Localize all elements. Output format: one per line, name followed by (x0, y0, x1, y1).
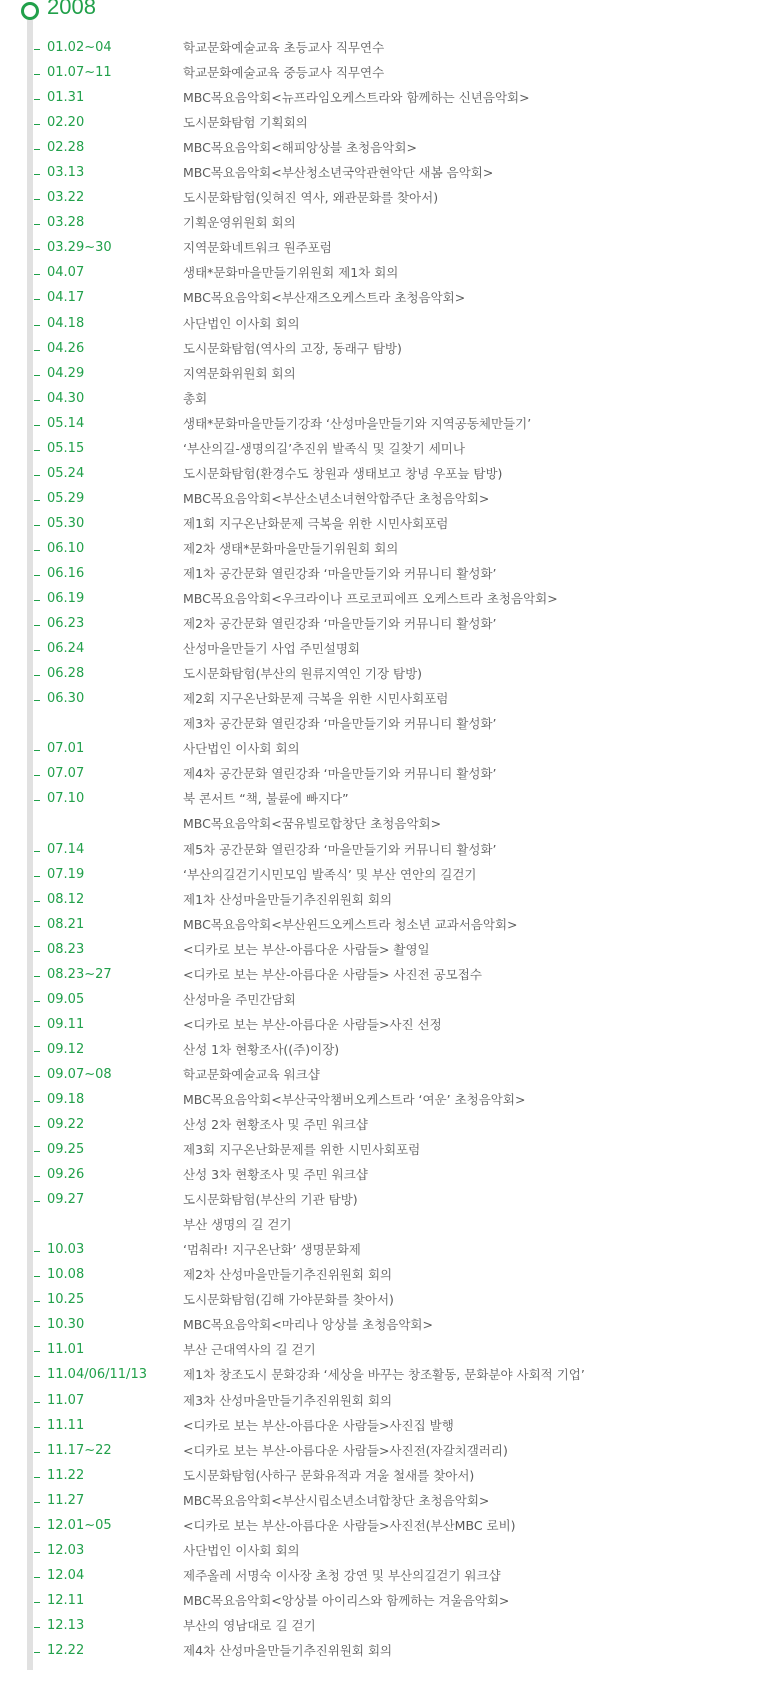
entry-text: 도시문화탐험(부산의 원류지역인 기장 탐방) (183, 666, 423, 682)
dash-icon (34, 1251, 40, 1252)
entry-date: 10.25 (47, 1292, 85, 1308)
timeline-entry (0, 1289, 760, 1314)
entry-text: 산성마을만들기 사업 주민설명회 (183, 641, 360, 657)
timeline-entry (0, 813, 760, 838)
entry-text: 제3차 산성마을만들기추진위원회 회의 (183, 1392, 393, 1408)
dash-icon (34, 650, 40, 651)
dash-icon (34, 926, 40, 927)
entry-date: 04.07 (47, 265, 85, 281)
entry-text: MBC목요음악회<부산소년소녀현악합주단 초청음악회> (183, 490, 490, 506)
timeline-entry (0, 889, 760, 914)
entry-text: 제4차 산성마을만들기추진위원회 회의 (183, 1643, 393, 1658)
dash-icon (34, 1527, 40, 1528)
entry-text: 학교문화예술교육 초등교사 직무연수 (183, 40, 385, 55)
entry-text: MBC목요음악회<뉴프라임오케스트라와 함께하는 신년음악회> (183, 90, 530, 106)
entry-text: <디카로 보는 부산-아름다운 사람들>사진 선정 (183, 1016, 442, 1032)
timeline-entry (0, 212, 760, 237)
timeline-entry (0, 688, 760, 713)
entry-date: 05.29 (47, 490, 85, 506)
timeline-entry (0, 1390, 760, 1415)
entry-date: 11.17~22 (47, 1442, 112, 1458)
dash-icon (34, 976, 40, 977)
entry-text: MBC목요음악회<꿈유빌로합창단 초청음악회> (183, 816, 442, 832)
entry-text: <디카로 보는 부산-아름다운 사람들>사진집 발행 (183, 1417, 454, 1433)
entry-text: ‘부산의길걷기시민모임 발족식’ 및 부산 연안의 길걷기 (183, 866, 477, 882)
entry-date: 04.18 (47, 315, 85, 331)
timeline-entry (0, 313, 760, 338)
dash-icon (34, 575, 40, 576)
entry-date: 06.24 (47, 641, 85, 657)
timeline-entry (0, 1565, 760, 1590)
entry-text: 북 콘서트 “책, 불륜에 빠지다” (183, 791, 349, 807)
entry-text: ‘멈춰라! 지구온난화’ 생명문화제 (183, 1242, 361, 1258)
timeline-entry (0, 287, 760, 312)
timeline-entry (0, 663, 760, 688)
timeline-entry (0, 112, 760, 137)
entry-date: 06.19 (47, 591, 85, 607)
entry-text: 지역문화위원회 회의 (183, 365, 296, 381)
entry-date: 02.28 (47, 140, 85, 156)
dash-icon (34, 1201, 40, 1202)
entry-text: 제1회 지구온난화문제 극복을 위한 시민사회포럼 (183, 515, 449, 531)
timeline-entry (0, 563, 760, 588)
entry-text: MBC목요음악회<부산재즈오케스트라 초청음악회> (183, 290, 466, 306)
entry-date: 08.23 (47, 941, 85, 957)
timeline-entry (0, 1465, 760, 1490)
dash-icon (34, 750, 40, 751)
timeline-entry (0, 1590, 760, 1615)
entry-text: 사단법인 이사회 회의 (183, 1542, 300, 1558)
dash-icon (34, 299, 40, 300)
dash-icon (34, 1627, 40, 1628)
entry-date: 03.22 (47, 190, 85, 206)
timeline-entry (0, 989, 760, 1014)
entry-date: 08.21 (47, 916, 85, 932)
entry-list (0, 37, 760, 1665)
timeline-entry (0, 1314, 760, 1339)
entry-text: 제주올레 서명숙 이사장 초청 강연 및 부산의길걷기 워크샵 (183, 1567, 501, 1583)
dash-icon (34, 1151, 40, 1152)
dash-icon (34, 1577, 40, 1578)
entry-date: 03.29~30 (47, 240, 112, 256)
entry-date: 09.18 (47, 1091, 85, 1107)
entry-text: 부산 생명의 길 걷기 (183, 1217, 292, 1233)
dash-icon (34, 1351, 40, 1352)
dash-icon (34, 851, 40, 852)
entry-date: 09.25 (47, 1142, 85, 1158)
dash-icon (34, 400, 40, 401)
entry-text: 산성 3차 현황조사 및 주민 워크샵 (183, 1167, 368, 1183)
dash-icon (34, 1427, 40, 1428)
timeline-entry (0, 588, 760, 613)
entry-date: 08.23~27 (47, 966, 112, 982)
entry-text: MBC목요음악회<앙상블 아이리스와 함께하는 겨울음악회> (183, 1592, 510, 1608)
entry-text: MBC목요음악회<부산시립소년소녀합창단 초청음악회> (183, 1492, 490, 1508)
entry-date: 08.12 (47, 891, 85, 907)
entry-date: 09.11 (47, 1016, 85, 1032)
dash-icon (34, 1452, 40, 1453)
timeline-entry (0, 1214, 760, 1239)
entry-date: 07.10 (47, 791, 85, 807)
timeline-entry (0, 1139, 760, 1164)
dash-icon (34, 1126, 40, 1127)
entry-text: 사단법인 이사회 회의 (183, 741, 300, 757)
entry-text: 도시문화탐험(김해 가야문화를 찾아서) (183, 1292, 394, 1308)
entry-text: 사단법인 이사회 회의 (183, 315, 300, 331)
entry-date: 03.13 (47, 165, 85, 181)
dash-icon (34, 600, 40, 601)
entry-date: 09.12 (47, 1041, 85, 1057)
entry-text: 제4차 공간문화 열린강좌 ‘마을만들기와 커뮤니티 활성화’ (183, 766, 497, 782)
entry-text: 부산의 영남대로 길 걷기 (183, 1617, 316, 1633)
entry-text: 제2차 공간문화 열린강좌 ‘마을만들기와 커뮤니티 활성화’ (183, 616, 497, 632)
entry-date: 11.01 (47, 1342, 85, 1358)
entry-date: 05.14 (47, 415, 85, 431)
entry-date: 10.03 (47, 1242, 85, 1258)
timeline-entry (0, 864, 760, 889)
timeline-entry (0, 137, 760, 162)
dash-icon (34, 249, 40, 250)
dash-icon (34, 1001, 40, 1002)
entry-text: 도시문화탐험(사하구 문화유적과 겨울 철새를 찾아서) (183, 1467, 475, 1483)
entry-date: 10.30 (47, 1317, 85, 1333)
timeline-entry (0, 187, 760, 212)
entry-text: 도시문화탐험(환경수도 창원과 생태보고 창녕 우포늪 탐방) (183, 465, 503, 481)
timeline-entry (0, 914, 760, 939)
entry-date: 11.11 (47, 1417, 85, 1433)
dash-icon (34, 675, 40, 676)
dash-icon (34, 224, 40, 225)
dash-icon (34, 1652, 40, 1653)
entry-date: 04.29 (47, 365, 85, 381)
entry-date: 05.24 (47, 465, 85, 481)
dash-icon (34, 775, 40, 776)
entry-date: 03.28 (47, 215, 85, 231)
timeline-entry (0, 638, 760, 663)
entry-date: 01.31 (47, 90, 85, 106)
entry-date: 10.08 (47, 1267, 85, 1283)
dash-icon (34, 951, 40, 952)
entry-date: 06.10 (47, 540, 85, 556)
entry-text: 제1차 산성마을만들기추진위원회 회의 (183, 891, 393, 907)
entry-text: MBC목요음악회<해피앙상블 초청음악회> (183, 140, 417, 156)
timeline-entry (0, 1415, 760, 1440)
timeline-entry (0, 538, 760, 563)
entry-date: 01.02~04 (47, 40, 112, 55)
dash-icon (34, 49, 40, 50)
entry-text: 기획운영위원회 회의 (183, 215, 296, 231)
dash-icon (34, 1101, 40, 1102)
timeline-entry (0, 713, 760, 738)
dash-icon (34, 1376, 40, 1377)
timeline-entry (0, 1264, 760, 1289)
entry-date: 12.03 (47, 1542, 85, 1558)
dash-icon (34, 99, 40, 100)
timeline-entry (0, 262, 760, 287)
entry-date: 12.22 (47, 1643, 85, 1658)
entry-text: 제1차 창조도시 문화강좌 ‘세상을 바꾸는 창조활동, 문화분야 사회적 기업’ (183, 1367, 585, 1383)
dash-icon (34, 274, 40, 275)
timeline-entry (0, 488, 760, 513)
entry-text: 도시문화탐험(부산의 기관 탐방) (183, 1192, 358, 1208)
entry-text: 지역문화네트워크 원주포럼 (183, 240, 332, 256)
dash-icon (34, 124, 40, 125)
timeline-entry (0, 62, 760, 87)
timeline-entry (0, 613, 760, 638)
entry-text: 제1차 공간문화 열린강좌 ‘마을만들기와 커뮤니티 활성화’ (183, 565, 497, 581)
timeline-entry (0, 1615, 760, 1640)
dash-icon (34, 1301, 40, 1302)
timeline-entry (0, 1089, 760, 1114)
entry-date: 07.19 (47, 866, 85, 882)
dash-icon (34, 700, 40, 701)
entry-text: 제3차 공간문화 열린강좌 ‘마을만들기와 커뮤니티 활성화’ (183, 716, 497, 732)
dash-icon (34, 375, 40, 376)
timeline-entry (0, 513, 760, 538)
timeline-entry (0, 1064, 760, 1089)
entry-date: 04.17 (47, 290, 85, 306)
timeline-entry (0, 237, 760, 262)
entry-text: MBC목요음악회<부산윈드오케스트라 청소년 교과서음악회> (183, 916, 518, 932)
timeline-entry (0, 1164, 760, 1189)
dash-icon (34, 475, 40, 476)
entry-date: 06.28 (47, 666, 85, 682)
dash-icon (34, 425, 40, 426)
entry-date: 11.27 (47, 1492, 85, 1508)
entry-text: 산성 2차 현황조사 및 주민 워크샵 (183, 1117, 368, 1133)
dash-icon (34, 500, 40, 501)
entry-text: 도시문화탐험 기획회의 (183, 115, 308, 131)
dash-icon (34, 149, 40, 150)
entry-date: 09.05 (47, 991, 85, 1007)
entry-date: 11.22 (47, 1467, 85, 1483)
timeline-entry (0, 338, 760, 363)
entry-date: 12.13 (47, 1617, 85, 1633)
dash-icon (34, 1176, 40, 1177)
entry-text: MBC목요음악회<부산청소년국악관현악단 새봄 음악회> (183, 165, 494, 181)
entry-text: 제5차 공간문화 열린강좌 ‘마을만들기와 커뮤니티 활성화’ (183, 841, 497, 857)
timeline-entry (0, 463, 760, 488)
entry-date: 12.01~05 (47, 1517, 112, 1533)
timeline-entry (0, 939, 760, 964)
entry-date: 05.30 (47, 515, 85, 531)
entry-date: 09.22 (47, 1117, 85, 1133)
timeline-entry (0, 1114, 760, 1139)
entry-text: 도시문화탐험(역사의 고장, 동래구 탐방) (183, 340, 402, 356)
entry-text: MBC목요음악회<마리나 앙상블 초청음악회> (183, 1317, 433, 1333)
entry-date: 09.26 (47, 1167, 85, 1183)
entry-date: 02.20 (47, 115, 85, 131)
entry-date: 04.30 (47, 390, 85, 406)
dash-icon (34, 1402, 40, 1403)
timeline-entry (0, 1189, 760, 1214)
entry-text: <디카로 보는 부산-아름다운 사람들>사진전(자갈치갤러리) (183, 1442, 508, 1458)
entry-date: 09.07~08 (47, 1066, 112, 1082)
dash-icon (34, 450, 40, 451)
dash-icon (34, 1477, 40, 1478)
timeline-entry (0, 1640, 760, 1665)
timeline-entry (0, 738, 760, 763)
timeline-entry (0, 1039, 760, 1064)
dash-icon (34, 525, 40, 526)
entry-date: 06.30 (47, 691, 85, 707)
timeline-entry (0, 1014, 760, 1039)
dash-icon (34, 901, 40, 902)
entry-text: 산성 1차 현황조사((주)이장) (183, 1041, 340, 1057)
dash-icon (34, 1552, 40, 1553)
dash-icon (34, 876, 40, 877)
entry-text: 제3회 지구온난화문제를 위한 시민사회포럼 (183, 1142, 421, 1158)
dash-icon (34, 625, 40, 626)
dash-icon (34, 74, 40, 75)
entry-text: <디카로 보는 부산-아름다운 사람들>사진전(부산MBC 로비) (183, 1517, 516, 1533)
timeline-entry (0, 788, 760, 813)
timeline-entry (0, 1440, 760, 1465)
dash-icon (34, 1602, 40, 1603)
circle-icon (21, 2, 39, 20)
timeline-entry (0, 1515, 760, 1540)
entry-text: 제2차 생태*문화마을만들기위원회 회의 (183, 540, 399, 556)
entry-text: 총회 (183, 390, 208, 406)
entry-date: 06.16 (47, 565, 85, 581)
timeline-entry (0, 763, 760, 788)
entry-date: 12.04 (47, 1567, 85, 1583)
timeline-entry (0, 413, 760, 438)
entry-date: 07.14 (47, 841, 85, 857)
dash-icon (34, 800, 40, 801)
dash-icon (34, 350, 40, 351)
entry-text: 학교문화예술교육 워크샵 (183, 1066, 320, 1082)
timeline-entry (0, 363, 760, 388)
timeline-entry (0, 1364, 760, 1389)
entry-text: 부산 근대역사의 길 걷기 (183, 1342, 316, 1358)
entry-date: 07.07 (47, 766, 85, 782)
dash-icon (34, 1076, 40, 1077)
timeline-entry (0, 388, 760, 413)
entry-date: 04.26 (47, 340, 85, 356)
entry-text: 도시문화탐험(잊혀진 역사, 왜관문화를 찾아서) (183, 190, 439, 206)
dash-icon (34, 550, 40, 551)
entry-text: ‘부산의길-생명의길’추진위 발족식 및 길찾기 세미나 (183, 440, 465, 456)
timeline-entry (0, 1239, 760, 1264)
dash-icon (34, 1326, 40, 1327)
timeline-entry (0, 1540, 760, 1565)
timeline-entry (0, 162, 760, 187)
entry-date: 09.27 (47, 1192, 85, 1208)
entry-date: 07.01 (47, 741, 85, 757)
timeline-entry (0, 37, 760, 62)
entry-date: 05.15 (47, 440, 85, 456)
entry-date: 11.07 (47, 1392, 85, 1408)
entry-date: 11.04/06/11/13 (47, 1367, 147, 1383)
dash-icon (34, 325, 40, 326)
entry-text: MBC목요음악회<우크라이나 프로코피에프 오케스트라 초청음악회> (183, 591, 558, 607)
entry-text: <디카로 보는 부산-아름다운 사람들> 촬영일 (183, 941, 430, 957)
entry-date: 12.11 (47, 1592, 85, 1608)
entry-text: MBC목요음악회<부산국악챔버오케스트라 ‘여운’ 초청음악회> (183, 1091, 526, 1107)
dash-icon (34, 1026, 40, 1027)
timeline-entry (0, 87, 760, 112)
entry-text: <디카로 보는 부산-아름다운 사람들> 사진전 공모접수 (183, 966, 482, 982)
timeline-entry (0, 839, 760, 864)
timeline-entry (0, 1490, 760, 1515)
entry-text: 제2회 지구온난화문제 극복을 위한 시민사회포럼 (183, 691, 449, 707)
year-label: 2008 (47, 0, 96, 19)
entry-date: 06.23 (47, 616, 85, 632)
timeline-entry (0, 964, 760, 989)
entry-text: 제2차 산성마을만들기추진위원회 회의 (183, 1267, 393, 1283)
dash-icon (34, 1502, 40, 1503)
timeline-entry (0, 1339, 760, 1364)
dash-icon (34, 1276, 40, 1277)
dash-icon (34, 174, 40, 175)
entry-text: 학교문화예술교육 중등교사 직무연수 (183, 65, 385, 81)
dash-icon (34, 199, 40, 200)
entry-text: 생태*문화마을만들기강좌 ‘산성마을만들기와 지역공동체만들기’ (183, 415, 532, 431)
timeline-entry (0, 438, 760, 463)
dash-icon (34, 1051, 40, 1052)
entry-text: 생태*문화마을만들기위원회 제1차 회의 (183, 265, 399, 281)
entry-date: 01.07~11 (47, 65, 112, 81)
entry-text: 산성마을 주민간담회 (183, 991, 296, 1007)
